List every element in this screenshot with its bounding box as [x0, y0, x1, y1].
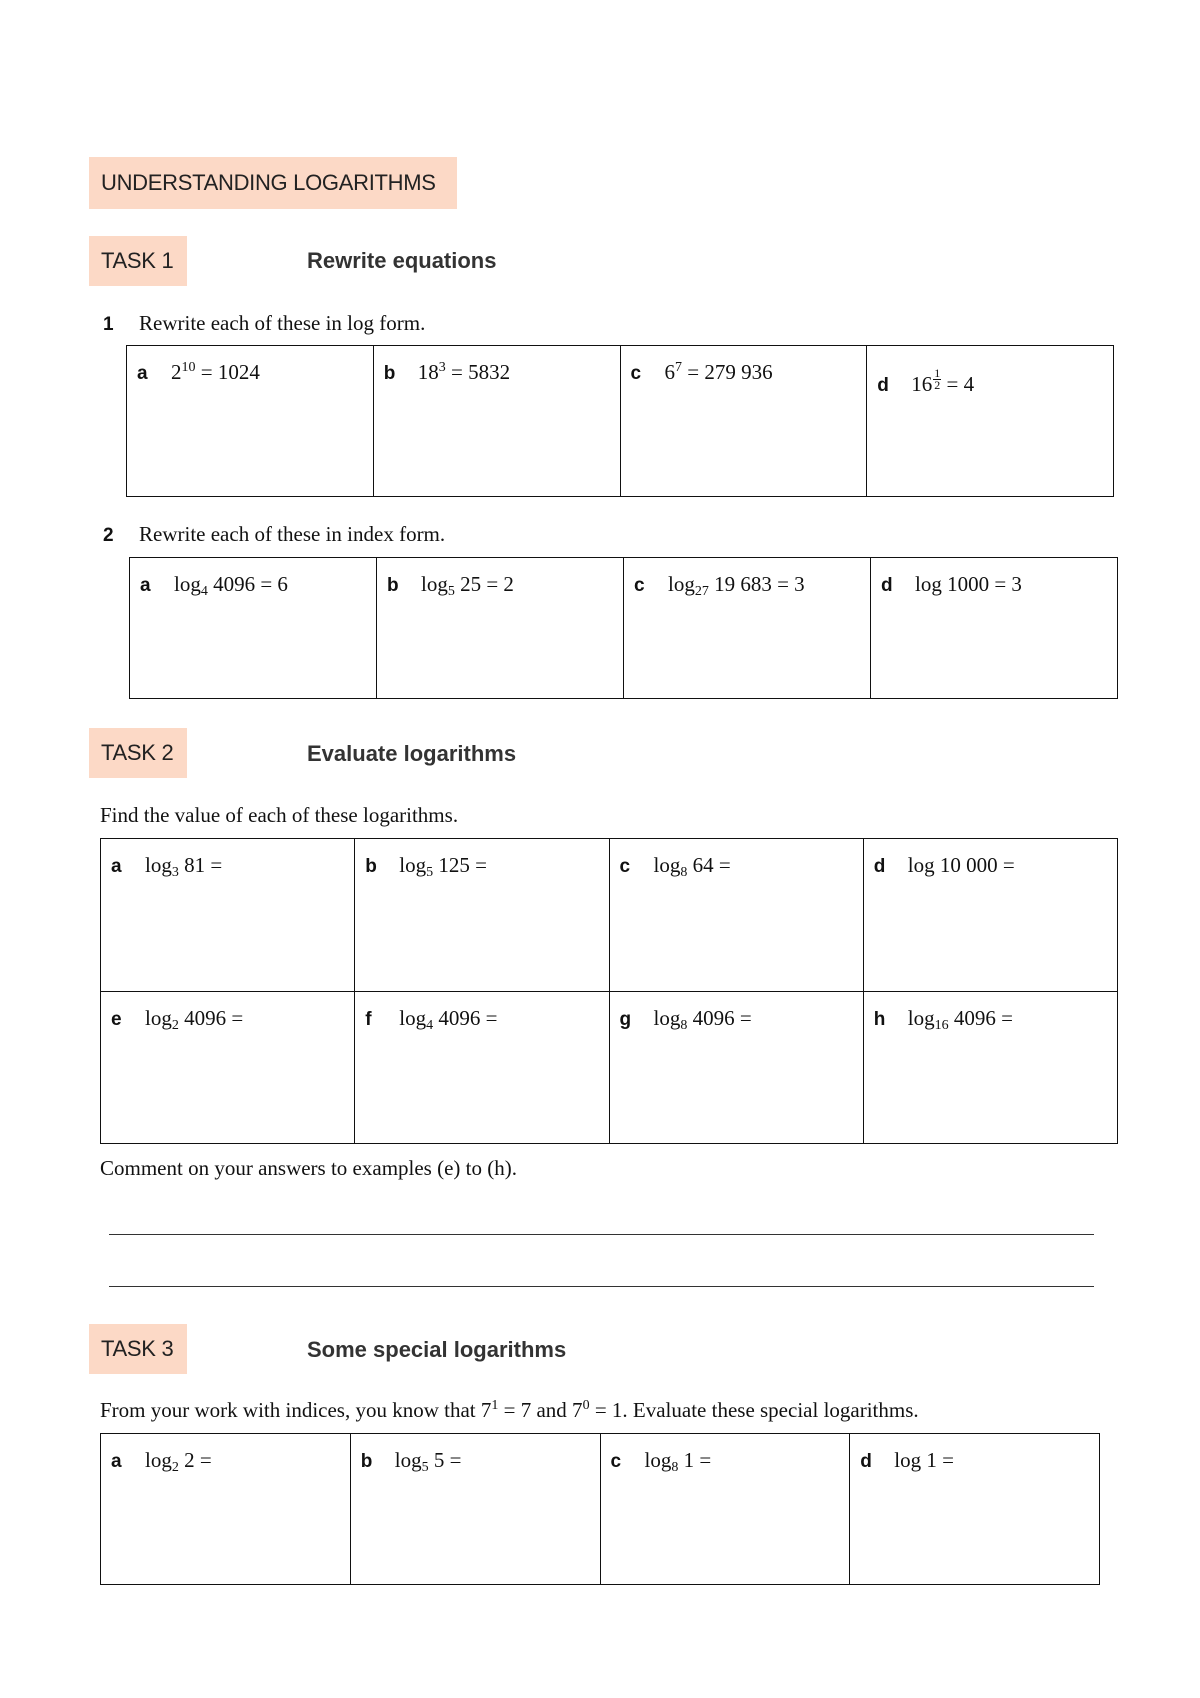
- cell-log-base: 3: [171, 865, 179, 880]
- cell-label: a: [137, 363, 148, 384]
- cell-label: a: [111, 1451, 122, 1472]
- cell-log-base: 27: [694, 584, 709, 599]
- cell-log: log: [915, 572, 942, 596]
- cell-label: b: [360, 1451, 373, 1472]
- intro-text-part: = 7 and 7: [498, 1398, 583, 1422]
- cell-label: b: [387, 575, 399, 596]
- cell-base: 16: [911, 372, 933, 396]
- cell-label: h: [873, 1008, 886, 1030]
- cell-label: a: [140, 575, 151, 596]
- task3-table: [100, 1433, 1100, 1585]
- cell-log: log: [145, 1005, 172, 1030]
- fraction-numerator: 1: [934, 366, 941, 380]
- question-text: Rewrite each of these in log form.: [139, 311, 426, 335]
- answer-cell-b[interactable]: [355, 839, 609, 992]
- cell-rest: 4096 =: [433, 1005, 498, 1030]
- task2-badge: [89, 728, 187, 778]
- answer-cell-d[interactable]: [850, 1434, 1100, 1585]
- question-number: 2: [103, 525, 114, 546]
- answer-cell-c[interactable]: [609, 839, 863, 992]
- answer-cell-a[interactable]: [101, 1434, 351, 1585]
- fraction-denominator: 2: [934, 378, 941, 392]
- cell-log: log: [668, 572, 695, 596]
- cell-base: 18: [417, 360, 439, 384]
- cell-rest: = 4: [941, 372, 975, 396]
- answer-cell-h[interactable]: [863, 991, 1117, 1144]
- cell-log-base: 8: [671, 1460, 679, 1475]
- cell-log: log: [399, 853, 427, 877]
- cell-log: log: [653, 853, 681, 877]
- cell-log-base: 2: [171, 1460, 179, 1475]
- cell-log: log: [653, 1005, 681, 1030]
- answer-cell-d[interactable]: [863, 839, 1117, 992]
- answer-cell-f[interactable]: [355, 991, 609, 1144]
- cell-log-base: 16: [934, 1017, 949, 1033]
- cell-rest: 81 =: [178, 853, 223, 877]
- answer-cell-c[interactable]: [624, 558, 871, 699]
- cell-rest: 4096 =: [178, 1005, 244, 1030]
- page-title-text: UNDERSTANDING LOGARITHMS: [101, 170, 436, 195]
- comment-answer-line-2[interactable]: [109, 1286, 1094, 1287]
- cell-log: log: [145, 1448, 172, 1472]
- task2-instruction: Find the value of each of these logarithms.: [100, 803, 459, 827]
- task3-badge-text: TASK 3: [101, 1336, 174, 1361]
- cell-rest: 1 =: [678, 1448, 712, 1472]
- cell-log-base: 5: [447, 584, 455, 599]
- task1-q2-instruction: [103, 522, 445, 547]
- cell-log-base: 8: [680, 865, 688, 880]
- answer-cell-a[interactable]: [130, 558, 377, 699]
- cell-rest: 4096 = 6: [207, 572, 288, 596]
- task1-badge: [89, 236, 187, 286]
- cell-label: c: [619, 856, 631, 877]
- cell-log: log: [145, 853, 172, 877]
- answer-cell-d[interactable]: [871, 558, 1118, 699]
- cell-exponent: 7: [675, 360, 682, 375]
- answer-cell-b[interactable]: [377, 558, 624, 699]
- cell-log-base: 2: [171, 1017, 179, 1033]
- page-title: [89, 157, 457, 209]
- cell-log: log: [907, 1005, 935, 1030]
- cell-label: a: [111, 856, 122, 877]
- cell-rest: 5 =: [428, 1448, 462, 1472]
- task2-comment-prompt: Comment on your answers to examples (e) to (h).: [100, 1156, 517, 1180]
- task3-instruction: [100, 1398, 919, 1423]
- cell-label: d: [877, 375, 889, 396]
- intro-exponent: 1: [491, 1398, 499, 1413]
- answer-cell-d[interactable]: [867, 346, 1114, 497]
- cell-label: d: [860, 1451, 872, 1472]
- answer-cell-c[interactable]: [600, 1434, 850, 1585]
- cell-rest: 2 =: [178, 1448, 212, 1472]
- cell-log-base: 5: [426, 865, 434, 880]
- cell-rest: 10 000 =: [934, 853, 1015, 877]
- task1-q2-table: [129, 557, 1118, 699]
- task1-q1-table: [126, 345, 1114, 497]
- cell-rest: 25 = 2: [454, 572, 514, 596]
- answer-cell-c[interactable]: [620, 346, 867, 497]
- cell-log: log: [174, 572, 201, 596]
- question-text: Rewrite each of these in index form.: [139, 522, 446, 546]
- cell-rest: 19 683 = 3: [708, 572, 805, 596]
- cell-rest: 1 =: [921, 1448, 954, 1472]
- answer-cell-g[interactable]: [609, 991, 863, 1144]
- task3-title: Some special logarithms: [307, 1337, 567, 1362]
- task2-table: [100, 838, 1118, 1144]
- task2-badge-text: TASK 2: [101, 740, 174, 765]
- cell-rest: = 5832: [445, 360, 511, 384]
- answer-cell-e[interactable]: [101, 991, 355, 1144]
- answer-cell-b[interactable]: [373, 346, 620, 497]
- answer-cell-a[interactable]: [101, 839, 355, 992]
- cell-label: d: [881, 575, 893, 596]
- cell-rest: = 1024: [195, 360, 260, 384]
- cell-label: c: [630, 363, 642, 384]
- cell-rest: 4096 =: [948, 1005, 1013, 1030]
- cell-log-base: 4: [426, 1017, 434, 1033]
- intro-text-part: From your work with indices, you know that 7: [100, 1398, 492, 1422]
- cell-label: d: [873, 856, 886, 877]
- task1-badge-text: TASK 1: [101, 248, 174, 273]
- cell-label: b: [383, 363, 396, 384]
- cell-label: c: [634, 575, 645, 596]
- task1-q1-instruction: [103, 311, 425, 336]
- cell-log: log: [907, 853, 935, 877]
- task1-title: Rewrite equations: [307, 248, 497, 273]
- answer-cell-b[interactable]: [350, 1434, 600, 1585]
- cell-rest: 4096 =: [687, 1005, 752, 1030]
- cell-rest: = 279 936: [682, 360, 773, 384]
- cell-base: 6: [664, 360, 675, 384]
- cell-exponent: 3: [438, 360, 446, 375]
- cell-label: b: [365, 856, 377, 877]
- question-number: 1: [103, 314, 114, 335]
- cell-log: log: [894, 1448, 922, 1472]
- cell-rest: 125 =: [433, 853, 487, 877]
- cell-log-base: 8: [680, 1017, 688, 1033]
- cell-label: e: [111, 1008, 122, 1030]
- cell-base: 2: [171, 360, 182, 384]
- intro-text-part: = 1. Evaluate these special logarithms.: [589, 1398, 919, 1422]
- comment-answer-line-1[interactable]: [109, 1234, 1094, 1235]
- cell-log: log: [399, 1005, 427, 1030]
- cell-exponent: 10: [181, 360, 196, 375]
- cell-label: c: [610, 1451, 622, 1472]
- task2-title: Evaluate logarithms: [307, 741, 517, 766]
- cell-log-base: 4: [200, 584, 208, 599]
- cell-rest: 64 =: [687, 853, 731, 877]
- cell-log: log: [421, 572, 448, 596]
- cell-rest: 1000 = 3: [941, 572, 1022, 596]
- cell-label: f: [365, 1008, 372, 1030]
- cell-log: log: [394, 1448, 422, 1472]
- cell-label: g: [619, 1008, 632, 1030]
- intro-exponent: 0: [582, 1398, 590, 1413]
- cell-log: log: [644, 1448, 672, 1472]
- cell-log-base: 5: [421, 1460, 429, 1475]
- task3-badge: [89, 1324, 187, 1374]
- answer-cell-a[interactable]: [127, 346, 374, 497]
